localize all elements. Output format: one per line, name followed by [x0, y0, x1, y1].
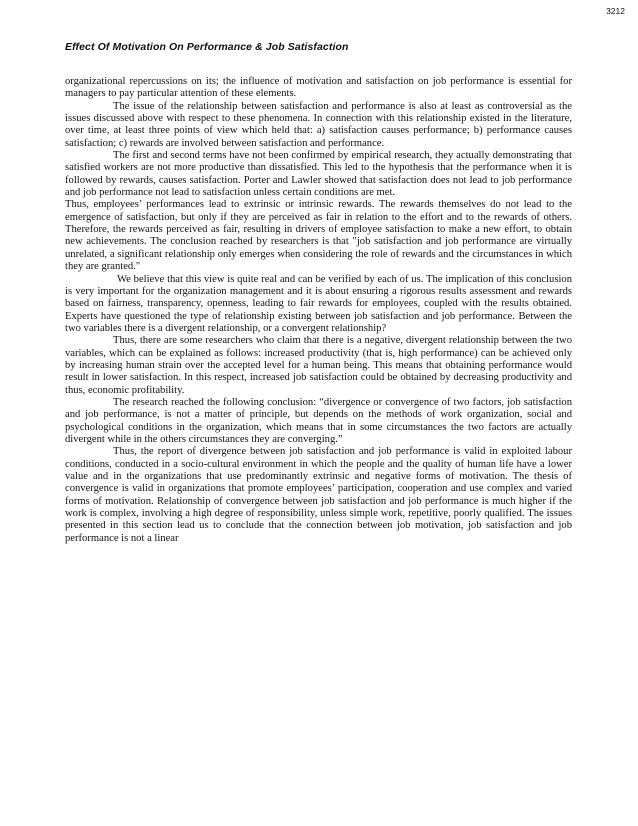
paragraph: Thus, employees’ performances lead to extrinsic or intrinsic rewards. The rewards themselves do not lead to the emergence of satisfaction, but only if they are perceived as fair in relation to the effort and to the rewards of others. Therefore, the rewards perceived as fair, resulting in drivers of employee satisfaction to make a new effort, to obtain new achievements. The conclusion reached by researchers is that "job satisfaction and job performance are virtually unrelated, a significant relationship only emerges when considering the role of rewards and the circumstances in which they are granted." — [65, 199, 572, 273]
page-number: 3212 — [606, 6, 625, 16]
paragraph: The first and second terms have not been confirmed by empirical research, they actually demonstrating that satisfied workers are not more productive than dissatisfied. This led to the hypothesis that the performance when it is followed by rewards, causes satisfaction. Porter and Lawler showed that satisfaction does not lead to job performance and job performance not lead to satisfaction unless certain conditions are met. — [65, 150, 572, 199]
paragraph: The issue of the relationship between satisfaction and performance is also at least as controversial as the issues discussed above with respect to these phenomena. In connection with this relationship existed in the literature, over time, at least three points of view which held that: a) satisfaction causes performance; b) performance causes satisfaction; c) rewards are involved between satisfaction and performance. — [65, 100, 572, 149]
paragraph: organizational repercussions on its; the influence of motivation and satisfaction on job performance is essential for managers to pay particular attention of these elements. — [65, 76, 572, 100]
paragraph: Thus, there are some researchers who claim that there is a negative, divergent relationship between the two variables, which can be explained as follows: increased productivity (that is, high performance) can be achieved only by increasing human strain over the accepted level for a human being. This means that obtaining performance would result in lower satisfaction. In this respect, increased job satisfaction could be obtained by decreasing productivity and thus, economic profitability. — [65, 335, 572, 396]
article-body — [65, 76, 572, 545]
paragraph: We believe that this view is quite real and can be verified by each of us. The implication of this conclusion is very important for the organization management and it is about ensuring a rigorous results assessment and rewards based on fairness, transparency, openness, leading to fair rewards for employees, coupled with the results obtained. Experts have questioned the type of relationship existing between job satisfaction and job performance. Between the two variables there is a divergent relationship, or a convergent relationship? — [65, 273, 572, 334]
paragraph: Thus, the report of divergence between job satisfaction and job performance is valid in exploited labour conditions, conducted in a socio-cultural environment in which the people and the quality of human life have a lower value and in the organizations that use predominantly extrinsic and negative forms of motivation. The thesis of convergence is valid in organizations that promote employees’ participation, cooperation and use complex and varied forms of motivation. Relationship of convergence between job satisfaction and job performance is much higher if the work is complex, involving a high degree of responsibility, unless simple work, repetitive, poorly qualified. The issues presented in this section lead us to conclude that the connection between job motivation, job satisfaction and job performance is not a linear — [65, 446, 572, 544]
paragraph: The research reached the following conclusion: “divergence or convergence of two factors, job satisfaction and job performance, is not a matter of principle, but depends on the methods of work organization, social and psychological conditions in the organization, which means that in some circumstances the two factors are actually divergent while in the others circumstances they are converging.” — [65, 396, 572, 445]
running-header: Effect Of Motivation On Performance & Job Satisfaction — [65, 41, 349, 53]
